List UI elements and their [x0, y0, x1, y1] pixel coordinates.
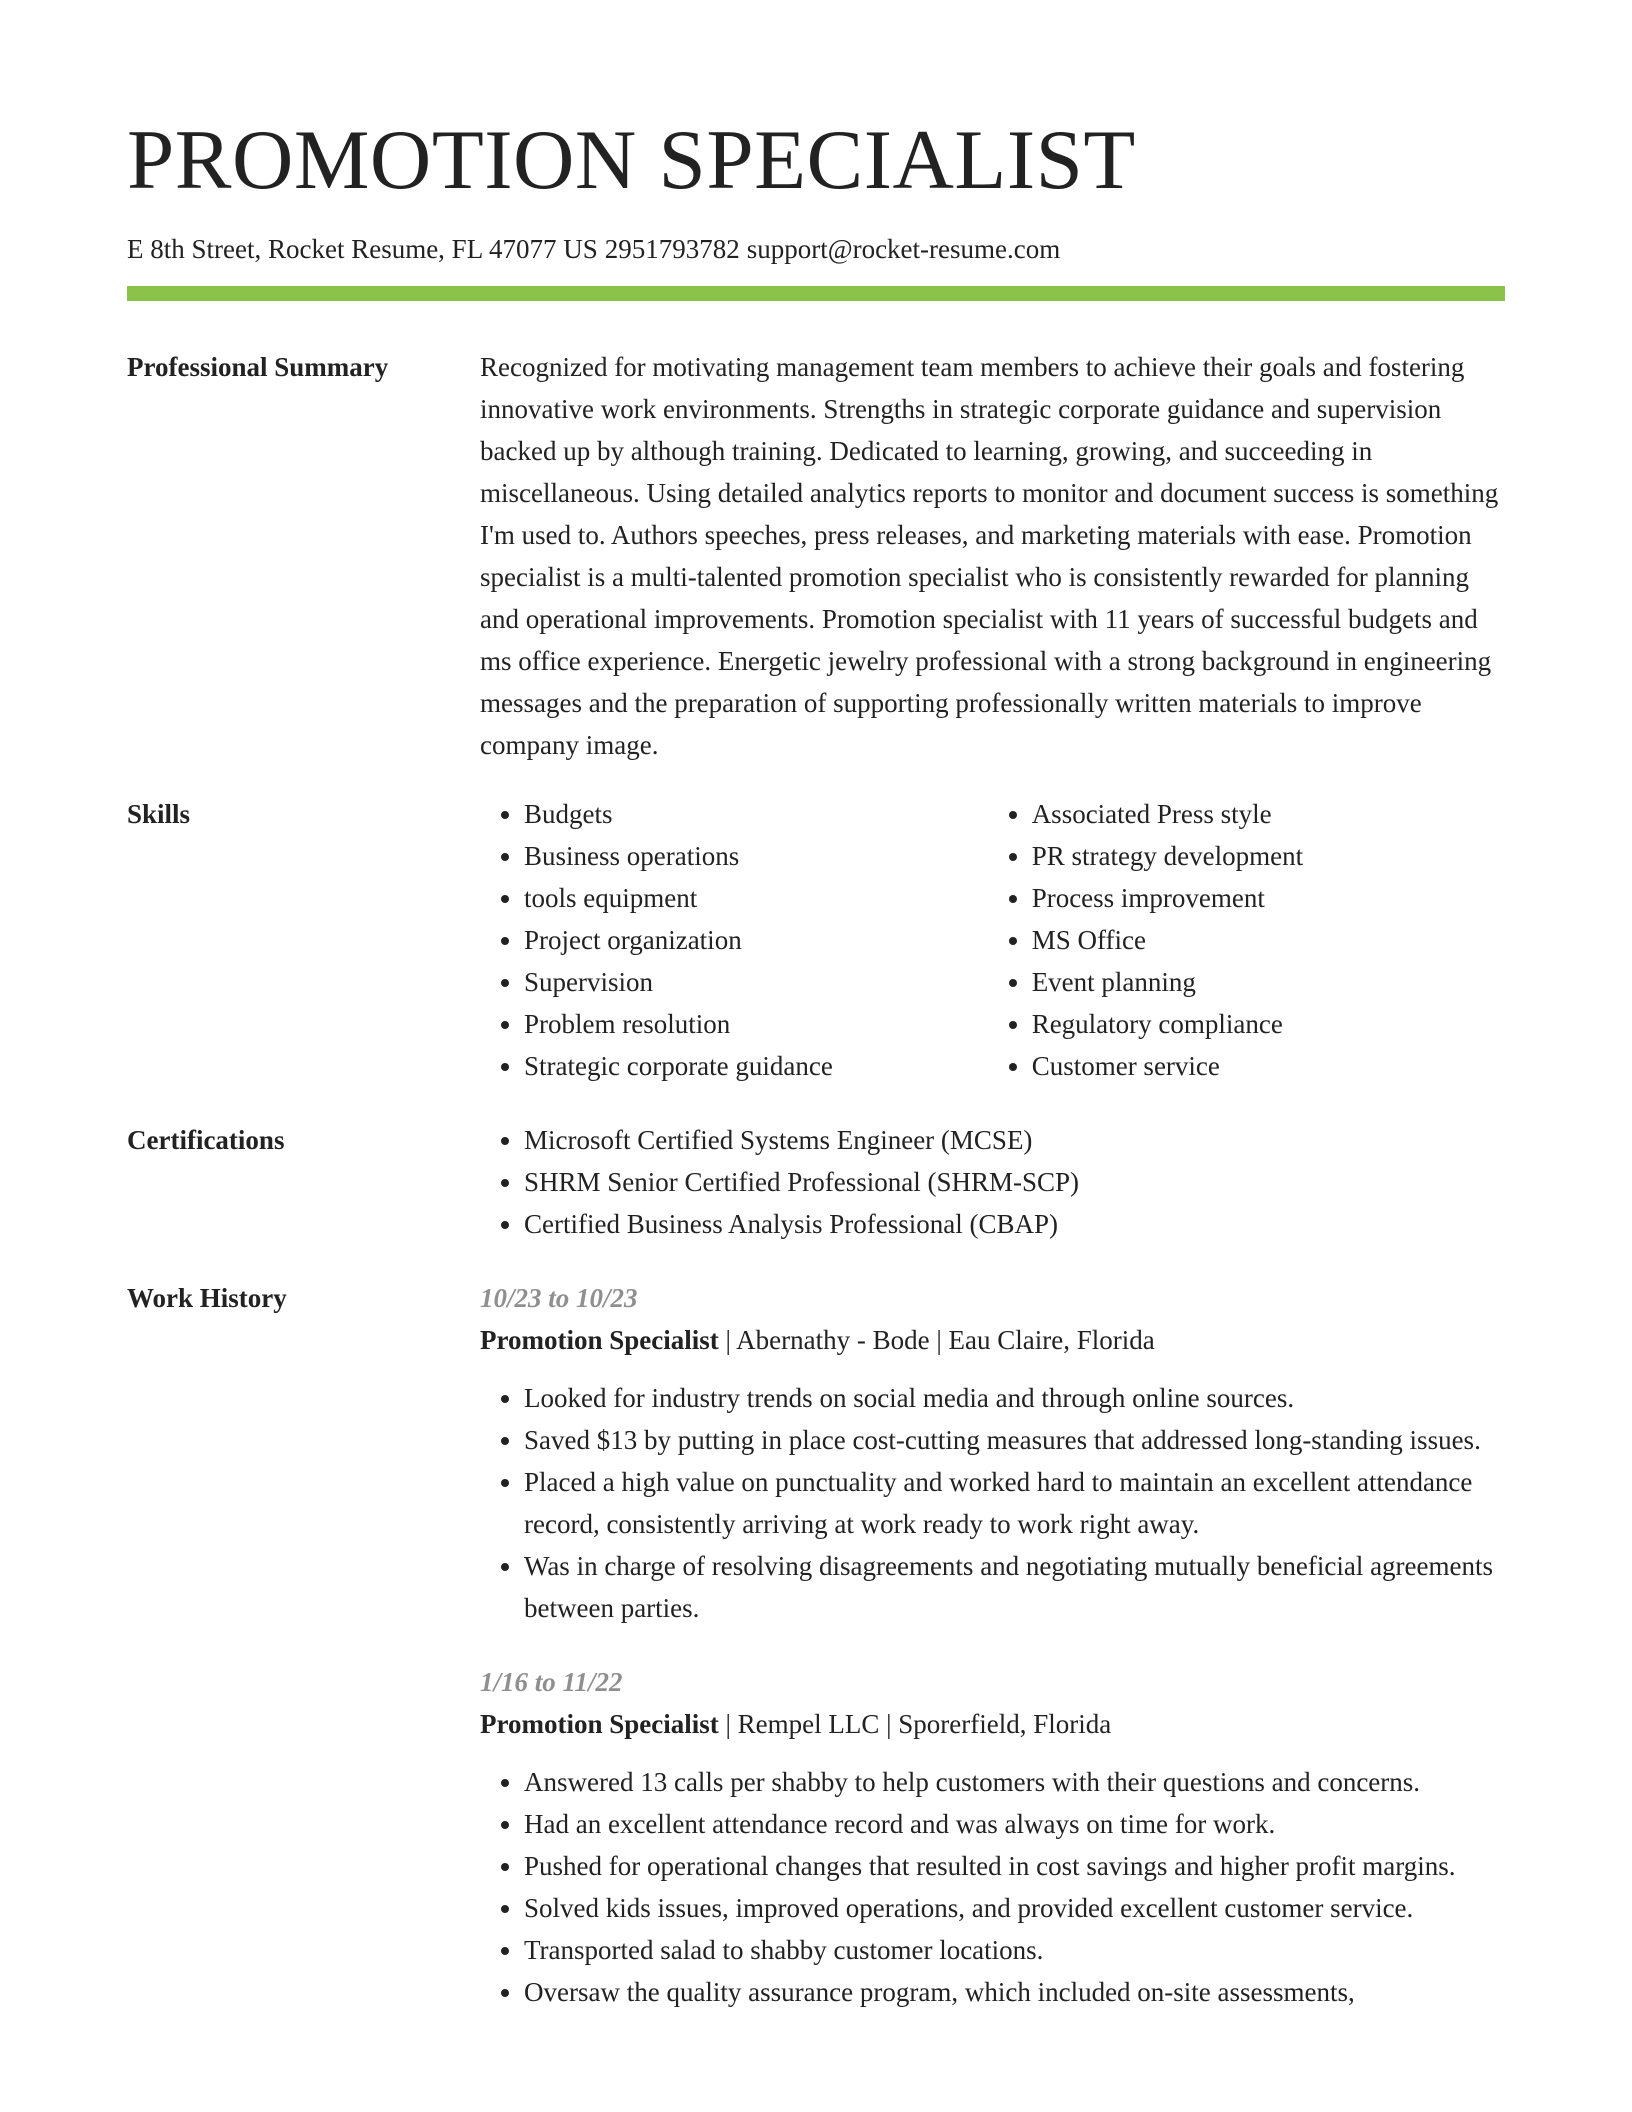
list-item: • Event planning [1032, 961, 1505, 1003]
list-item: • Was in charge of resolving disagreements and negotiating mutually beneficial agreements between parties. [524, 1545, 1505, 1629]
list-item: • Budgets [524, 793, 943, 835]
list-item: • Looked for industry trends on social media and through online sources. [524, 1377, 1505, 1419]
list-item: • Placed a high value on punctuality and worked hard to maintain an excellent attendance record, consistently arriving at work ready to work right away. [524, 1461, 1505, 1545]
list-item: • Saved $13 by putting in place cost-cutting measures that addressed long-standing issues. [524, 1419, 1505, 1461]
job-heading [480, 1703, 1505, 1745]
list-item: • Answered 13 calls per shabby to help customers with their questions and concerns. [524, 1761, 1505, 1803]
list-item: • Associated Press style [1032, 793, 1505, 835]
skills-title: Skills [127, 799, 191, 829]
skills-list-right [988, 793, 1505, 1087]
list-item: • Pushed for operational changes that resulted in cost savings and higher profit margins. [524, 1845, 1505, 1887]
job-heading [480, 1319, 1505, 1361]
work-history-title: Work History [127, 1283, 287, 1313]
list-item: • Certified Business Analysis Professional (CBAP) [524, 1203, 1505, 1245]
header-divider [127, 286, 1505, 301]
list-item: • Regulatory compliance [1032, 1003, 1505, 1045]
contact-phone: 2951793782 [604, 234, 740, 264]
list-item: • Customer service [1032, 1045, 1505, 1087]
job-bullets [480, 1377, 1505, 1629]
job-dates: 10/23 to 10/23 [480, 1283, 638, 1313]
contact-address: E 8th Street, Rocket Resume, FL 47077 US [127, 234, 598, 264]
contact-line [127, 232, 1060, 267]
list-item: • Transported salad to shabby customer locations. [524, 1929, 1505, 1971]
job-company-location: | Rempel LLC | Sporerfield, Florida [718, 1709, 1112, 1739]
job-entry [480, 1661, 1505, 2013]
list-item: • Microsoft Certified Systems Engineer (MCSE) [524, 1119, 1505, 1161]
job-entry [480, 1277, 1505, 1629]
summary-title: Professional Summary [127, 352, 389, 382]
list-item: • Solved kids issues, improved operations, and provided excellent customer service. [524, 1887, 1505, 1929]
certifications-title: Certifications [127, 1125, 285, 1155]
list-item: • Had an excellent attendance record and was always on time for work. [524, 1803, 1505, 1845]
list-item: • Process improvement [1032, 877, 1505, 919]
list-item: • MS Office [1032, 919, 1505, 961]
list-item: • Business operations [524, 835, 943, 877]
list-item: • tools equipment [524, 877, 943, 919]
list-item: • Project organization [524, 919, 943, 961]
certifications-list [480, 1119, 1505, 1245]
resume-name: PROMOTION SPECIALIST [127, 113, 1136, 207]
list-item: • SHRM Senior Certified Professional (SHRM-SCP) [524, 1161, 1505, 1203]
list-item: • Problem resolution [524, 1003, 943, 1045]
skills-list-left [480, 793, 943, 1087]
contact-email: support@rocket-resume.com [746, 234, 1061, 264]
job-dates: 1/16 to 11/22 [480, 1667, 623, 1697]
list-item: • Supervision [524, 961, 943, 1003]
list-item: • Strategic corporate guidance [524, 1045, 943, 1087]
list-item: • Oversaw the quality assurance program, which included on-site assessments, [524, 1971, 1505, 2013]
job-bullets [480, 1761, 1505, 2013]
summary-text: Recognized for motivating management team members to achieve their goals and fostering innovative work environments. Strengths in strategic corporate guidance and supervision backed up by although training. Dedicated to learning, growing, and succeeding in miscellaneous. Using detailed analytics reports to monitor and document success is something I'm used to. Authors speeches, press releases, and marketing materials with ease. Promotion specialist is a multi-talented promotion specialist who is consistently rewarded for planning and operational improvements. Promotion specialist with 11 years of successful budgets and ms office experience. Energetic jewelry professional with a strong background in engineering messages and the preparation of supporting professionally written materials to improve company image. [480, 352, 1499, 760]
job-role: Promotion Specialist [480, 1325, 719, 1355]
job-role: Promotion Specialist [480, 1709, 719, 1739]
job-company-location: | Abernathy - Bode | Eau Claire, Florida [718, 1325, 1155, 1355]
list-item: • PR strategy development [1032, 835, 1505, 877]
